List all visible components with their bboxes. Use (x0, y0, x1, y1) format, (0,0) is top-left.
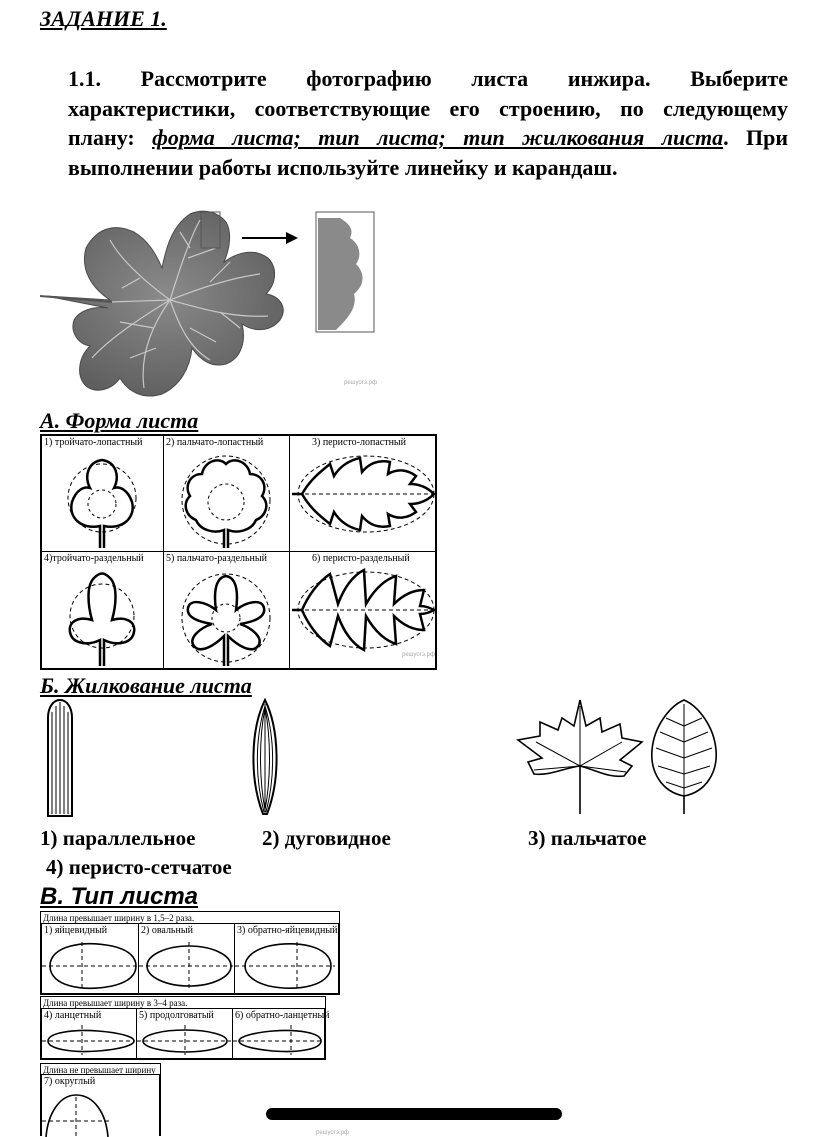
watermark: решуогэ.рф (344, 380, 377, 386)
leaf-type-group-3: Длина не превышает ширину 7) округлый (40, 1063, 161, 1136)
leaf-shape-grid (40, 434, 437, 670)
shape-cell-2: 2) пальчато-лопастный (163, 435, 290, 552)
section-v-heading: В. Тип листа (40, 883, 199, 910)
section-b-heading: Б. Жилкование листа (40, 673, 252, 698)
shape-cell-5: 5) пальчато-раздельный (163, 551, 290, 669)
shape-cell-1: 1) тройчато-лопастный (41, 435, 164, 552)
page-title: ЗАДАНИЕ 1. (40, 6, 167, 31)
task-number: 1.1. (68, 66, 101, 91)
task-plan: форма листа; тип листа; тип жилкования листа (152, 125, 724, 150)
section-a-heading: А. Форма листа (40, 408, 199, 433)
shape-cell-6: 6) перисто-раздельный решуогэ.рф (289, 551, 436, 669)
task-text-start: Рассмотрите фотографию листа инжира. Выберите характеристики, соответствующие его строению, по следующему плану: (68, 66, 789, 150)
fig-leaf-photo (40, 208, 385, 403)
venation-label-2: 2) дуговидное (262, 826, 391, 850)
venation-label-1: 1) параллельное (40, 826, 196, 850)
shape-cell-4: 4)тройчато-раздельный (41, 551, 164, 669)
arcuate-venation-image (245, 698, 285, 820)
leaf-type-group-1: Длина превышает ширину в 1,5–2 раза. 1) яйцевидный 2) овальный 3) обратно-яйцевидный (40, 911, 340, 995)
home-indicator[interactable] (266, 1108, 562, 1120)
leaf-type-group-2: Длина превышает ширину в 3–4 раза. 4) ланцетный 5) продолговатый 6) обратно-ланцетный (40, 996, 326, 1060)
task-text-end: . При выполнении работы используйте линейку и карандаш. (68, 125, 788, 180)
task-text (68, 64, 788, 182)
parallel-venation-image (40, 698, 80, 820)
palmate-pinnate-venation-images (514, 696, 720, 816)
shape-cell-3: 3) перисто-лопастный (289, 435, 436, 552)
venation-label-4: 4) перисто-сетчатое (46, 855, 232, 879)
venation-label-3: 3) пальчатое (528, 826, 647, 850)
